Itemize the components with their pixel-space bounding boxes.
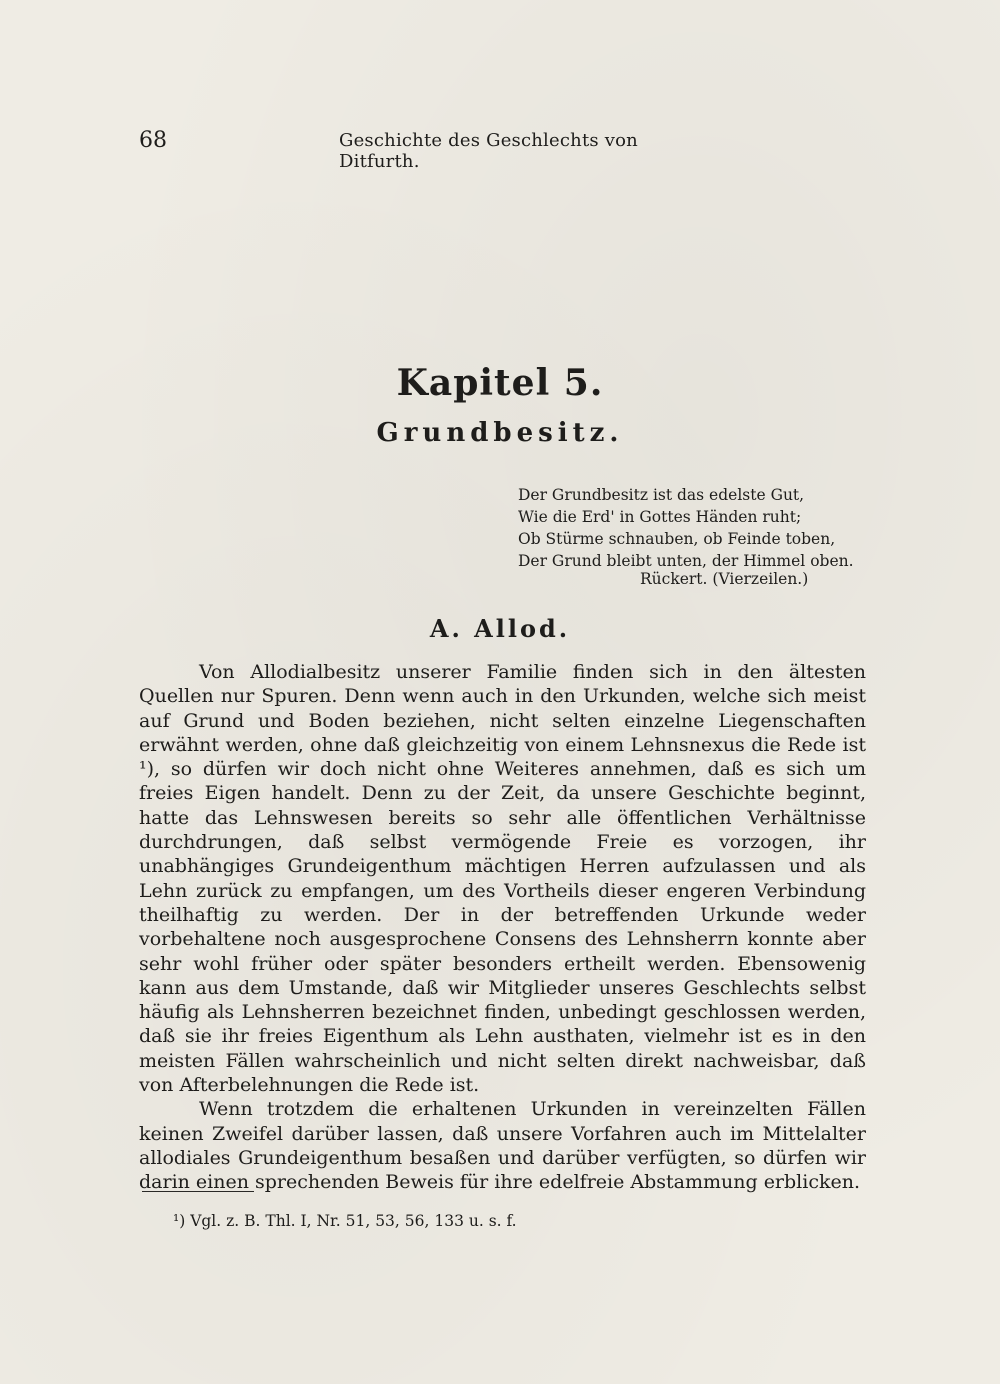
page-number: 68: [139, 128, 167, 153]
poem-attribution: Rückert. (Vierzeilen.): [640, 570, 809, 588]
section-title: Grundbesitz.: [376, 418, 624, 448]
poem-line: Der Grundbesitz ist das edelste Gut,: [518, 486, 805, 504]
poem-line: Ob Stürme schnauben, ob Feinde toben,: [518, 530, 836, 548]
poem-line: Der Grund bleibt unten, der Himmel oben.: [518, 552, 854, 570]
paragraph: Wenn trotzdem die erhaltenen Urkunden in vereinzelten Fällen keinen Zweifel darüber lassen, daß unsere Vorfahren auch im Mittelalter allodiales Grundeigenthum besaßen und darüber verfügten, so dürfen wir darin einen sprechenden Beweis für ihre edelfreie Abstammung erblicken.: [139, 1098, 866, 1194]
running-title: Geschichte des Geschlechts von Ditfurth.: [339, 130, 638, 172]
poem-line: Wie die Erd' in Gottes Händen ruht;: [518, 508, 802, 526]
subsection-title: A. Allod.: [429, 614, 571, 643]
chapter-title: Kapitel 5.: [396, 362, 604, 404]
epigraph-poem: [518, 484, 878, 572]
page-header: [139, 128, 699, 172]
footnote: ¹) Vgl. z. B. Thl. I, Nr. 51, 53, 56, 133 u. s. f.: [173, 1212, 517, 1230]
body-text: [139, 660, 866, 1195]
footnote-divider: [142, 1191, 254, 1192]
paragraph: Von Allodialbesitz unserer Familie finden sich in den ältesten Quellen nur Spuren. Denn wenn auch in den Urkunden, welche sich meist auf Grund und Boden beziehen, nicht selten einzelne Liegenschaften erwähnt werden, ohne daß gleichzeitig von einem Lehnsnexus die Rede ist ¹), so dürfen wir doch nicht ohne Weiteres annehmen, daß es sich um freies Eigen handelt. Denn zu der Zeit, da unsere Geschichte beginnt, hatte das Lehnswesen bereits so sehr alle öffentlichen Verhältnisse durchdrungen, daß selbst vermögende Freie es vorzogen, ihr unabhängiges Grundeigenthum mächtigen Herren aufzulassen und als Lehn zurück zu empfangen, um des Vortheils dieser engeren Verbindung theilhaftig zu werden. Der in der betreffenden Urkunde weder vorbehaltene noch ausgesprochene Consens des Lehnsherrn konnte aber sehr wohl früher oder später besonders ertheilt werden. Ebensowenig kann aus dem Umstande, daß wir Mitglieder unseres Geschlechts selbst häufig als Lehnsherren bezeichnet finden, unbedingt geschlossen werden, daß sie ihr freies Eigenthum als Lehn austhaten, vielmehr ist es in den meisten Fällen wahrscheinlich und nicht selten direkt nachweisbar, daß von Afterbelehnungen die Rede ist.: [139, 661, 866, 1097]
